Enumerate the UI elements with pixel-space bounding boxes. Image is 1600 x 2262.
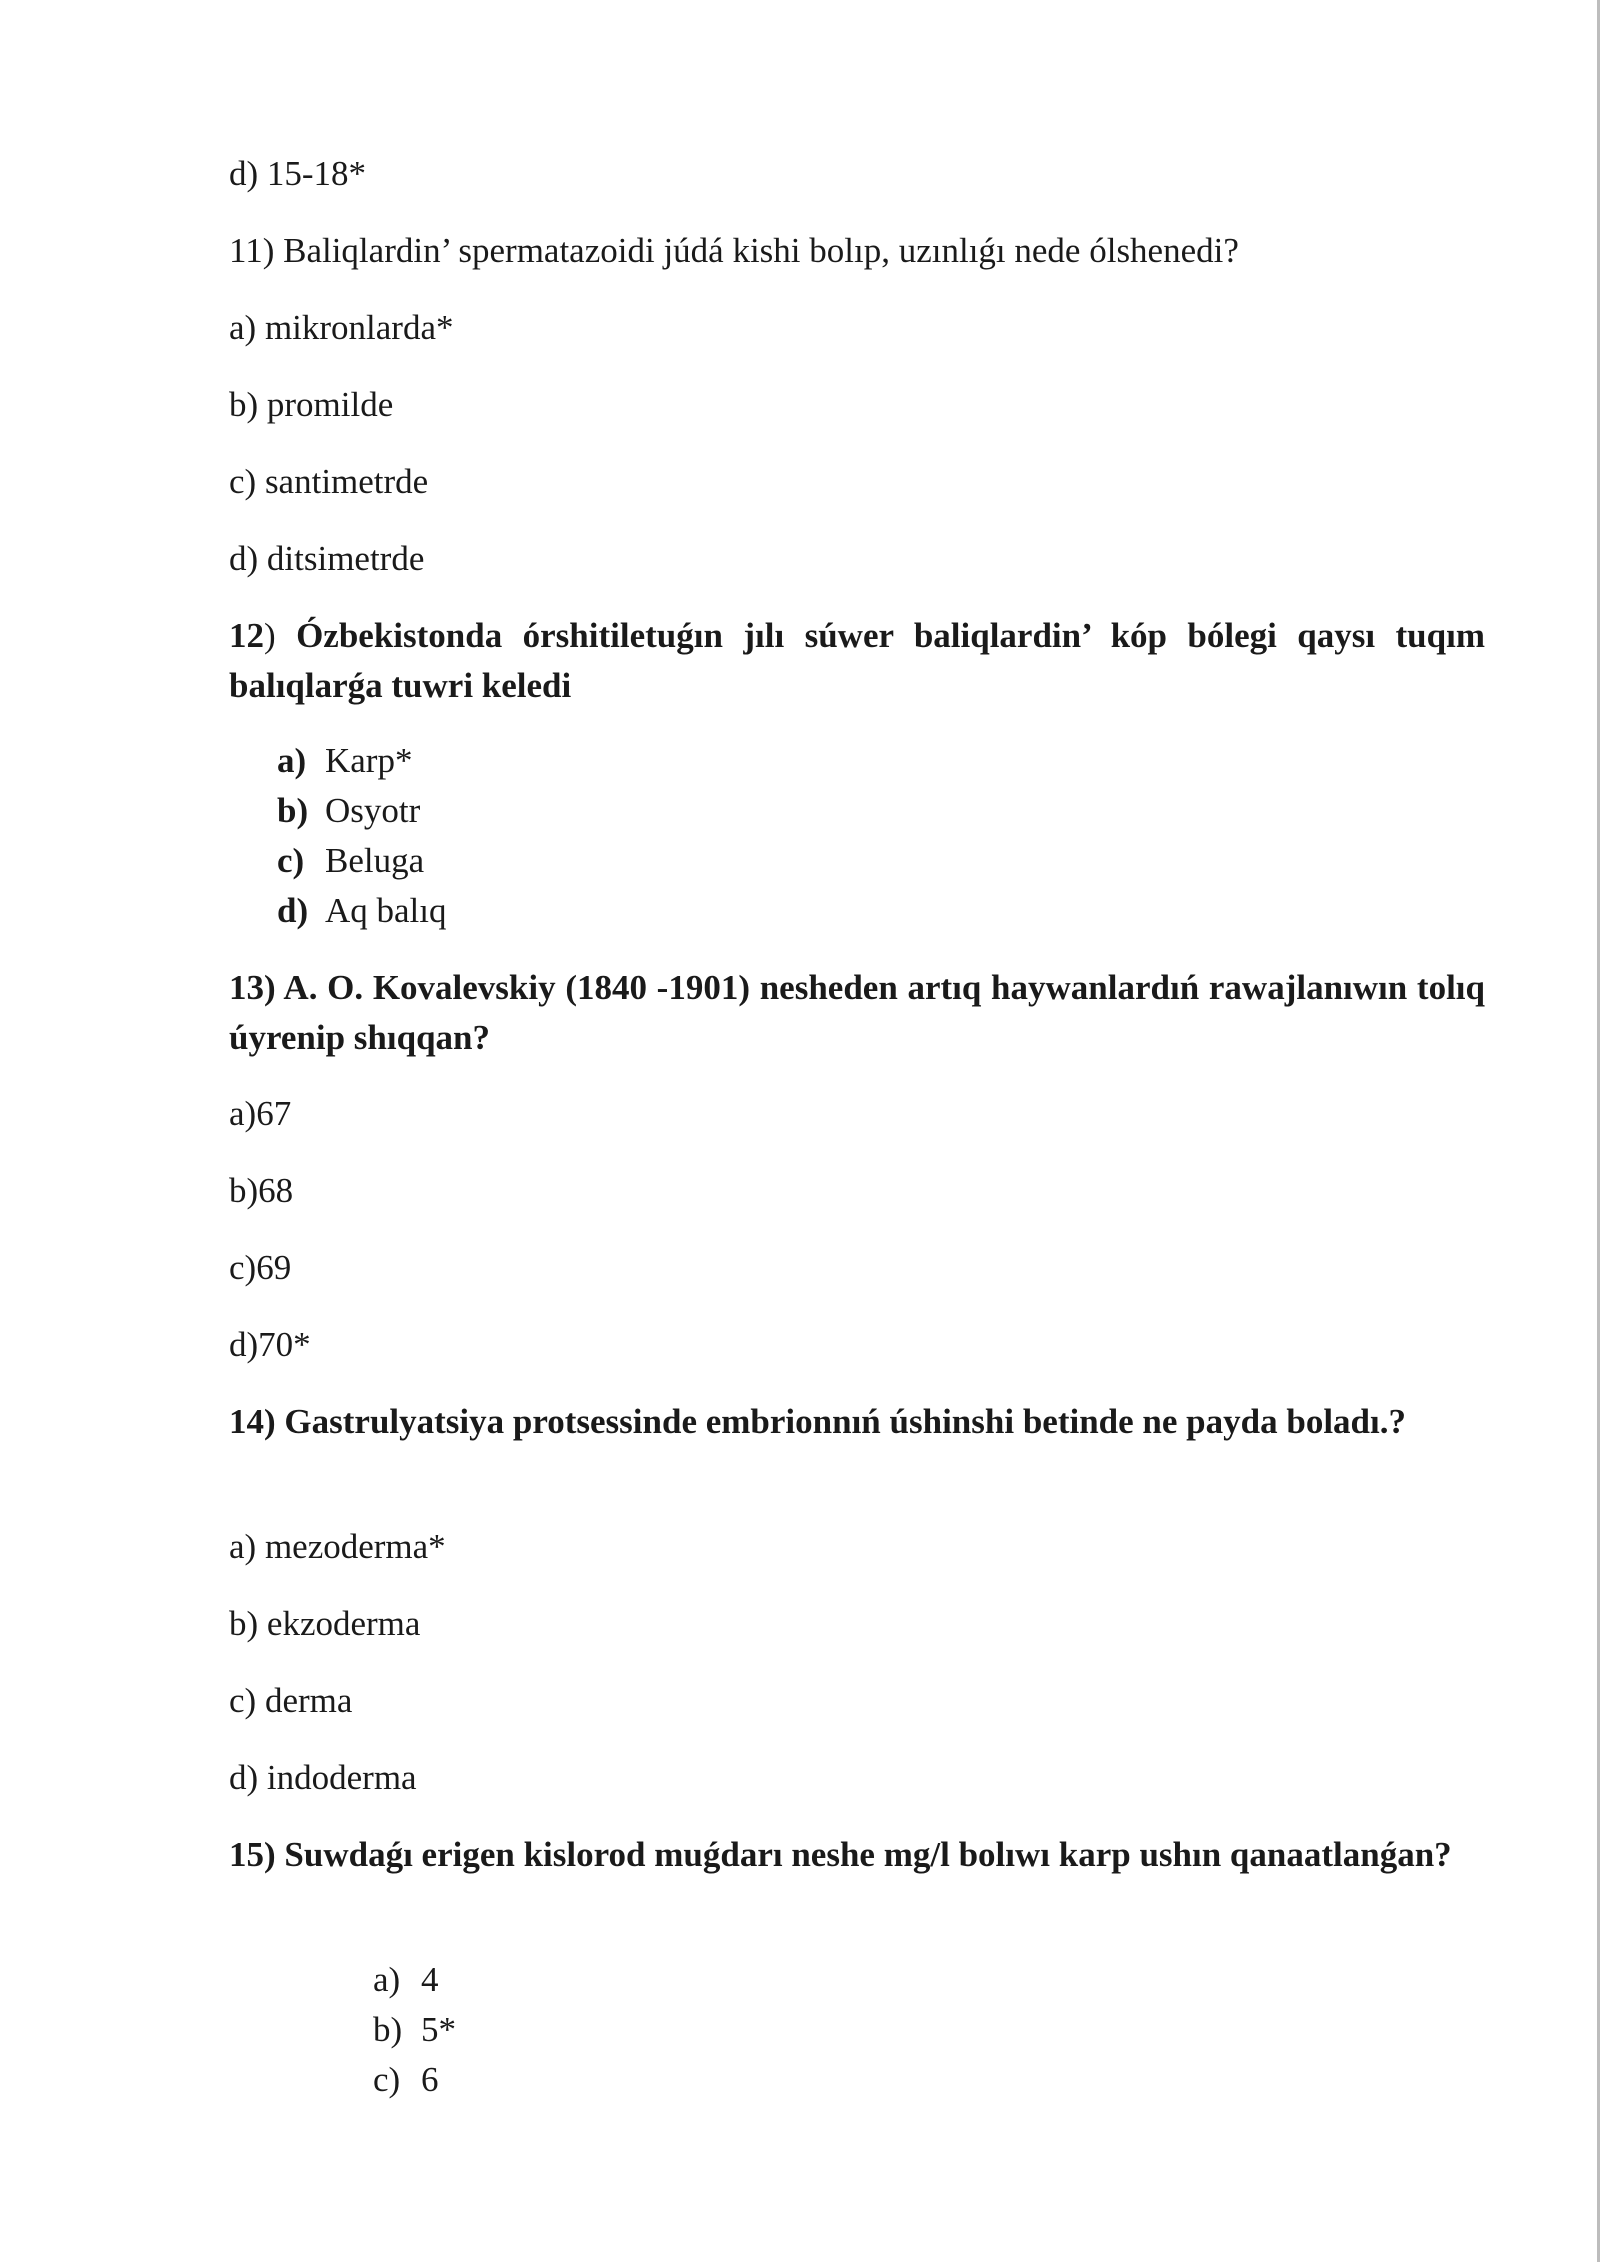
q12-option-c: c) Beluga (277, 841, 425, 880)
q15-question: 15) Suwdaǵı erigen kislorod muǵdarı neshe mg/l bolıwı karp ushın qanaatlanǵan? (229, 1835, 1452, 1874)
q11-option-d: d) ditsimetrde (229, 539, 425, 578)
q14-question: 14) Gastrulyatsiya protsessinde embrionnıń úshinshi betinde ne payda boladı.? (229, 1402, 1406, 1441)
q12-option-b: b) Osyotr (277, 791, 421, 830)
q14-option-d: d) indoderma (229, 1758, 417, 1797)
q14-option-b: b) ekzoderma (229, 1604, 421, 1643)
q13-question: 13) A. O. Kovalevskiy (1840 -1901) nesheden artıq haywanlardıń rawajlanıwın tolıq úyrenip shıqqan? (229, 968, 1485, 1057)
q12-option-a: a) Karp* (277, 741, 413, 780)
q12-option-d: d) Aq balıq (277, 891, 447, 930)
q12-paren: ) (264, 616, 276, 655)
q15-options (373, 1955, 456, 2105)
q14-option-a: a) mezoderma* (229, 1527, 446, 1566)
q13-option-d: d)70* (229, 1325, 311, 1364)
q11-option-a: a) mikronlarda* (229, 308, 454, 347)
q12-question (229, 611, 1485, 711)
q13-option-c: c)69 (229, 1248, 292, 1287)
q12-number: 12 (229, 616, 264, 655)
q11-option-b: b) promilde (229, 385, 394, 424)
q11-option-c: c) santimetrde (229, 462, 429, 501)
q15-option-b: b) 5* (373, 2010, 456, 2049)
q14-option-c: c) derma (229, 1681, 353, 1720)
q15-option-c: c) 6 (373, 2060, 439, 2099)
q11-question: 11) Baliqlardin’ spermatazoidi júdá kishi bolıp, uzınlıǵı nede ólshenedi? (229, 231, 1239, 270)
q13-option-a: a)67 (229, 1094, 292, 1133)
q15-option-a: a) 4 (373, 1960, 439, 1999)
q12-text: Ózbekistonda órshitiletuǵın jılı súwer baliqlardin’ kóp bólegi qaysı tuqım balıqlarǵa tuwri keledi (229, 616, 1485, 705)
q10-option-d: d) 15-18* (229, 154, 367, 193)
q13-option-b: b)68 (229, 1171, 294, 1210)
q12-options (277, 736, 447, 936)
